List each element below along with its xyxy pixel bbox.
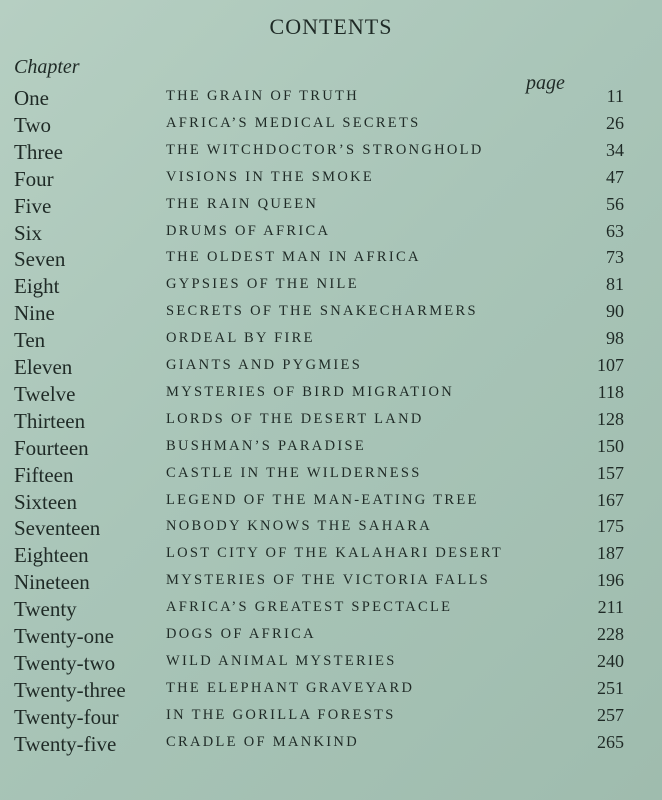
toc-entry — [0, 221, 662, 247]
page-number: 251 — [597, 677, 624, 698]
page-number: 63 — [606, 220, 624, 241]
chapter-number: Four — [14, 166, 54, 191]
toc-entry — [0, 436, 662, 462]
page-number: 187 — [597, 543, 624, 564]
chapter-title: WILD ANIMAL MYSTERIES — [166, 652, 397, 669]
page-column-label: page — [526, 72, 565, 94]
chapter-number: Twelve — [14, 381, 76, 406]
chapter-number: Six — [14, 220, 43, 245]
toc-entry — [0, 355, 662, 381]
page-number: 107 — [597, 355, 624, 375]
page-number: 98 — [606, 328, 624, 349]
toc-entry — [0, 382, 662, 408]
page-number: 47 — [606, 166, 624, 187]
toc-entry — [0, 705, 662, 731]
chapter-title: AFRICA’S MEDICAL SECRETS — [166, 114, 421, 131]
chapter-title: VISIONS IN THE SMOKE — [166, 168, 375, 185]
chapter-title: MYSTERIES OF BIRD MIGRATION — [166, 383, 455, 400]
chapter-number: Fifteen — [14, 462, 74, 487]
toc-entry — [0, 140, 662, 166]
chapter-number: Twenty-one — [14, 624, 114, 648]
page-number: 26 — [606, 112, 624, 133]
chapter-title: NOBODY KNOWS THE SAHARA — [166, 518, 432, 535]
page-number: 81 — [606, 274, 624, 295]
chapter-number: Twenty-three — [14, 677, 126, 702]
toc-entry — [0, 732, 662, 758]
chapter-number: Two — [14, 112, 52, 137]
chapter-number: Twenty-four — [14, 704, 119, 729]
chapter-title: GIANTS AND PYGMIES — [166, 357, 363, 373]
toc-entry — [0, 516, 662, 542]
toc-entry — [0, 167, 662, 193]
toc-entry — [0, 490, 662, 516]
chapter-title: MYSTERIES OF THE VICTORIA FALLS — [166, 572, 491, 589]
chapter-title: CASTLE IN THE WILDERNESS — [166, 464, 422, 481]
chapter-title: ORDEAL BY FIRE — [166, 330, 315, 347]
chapter-title: BUSHMAN’S PARADISE — [166, 437, 367, 454]
page-number: 150 — [597, 435, 624, 456]
toc-entry — [0, 570, 662, 596]
toc-entry — [0, 543, 662, 569]
page-number: 211 — [597, 597, 624, 618]
chapter-number: Eleven — [14, 355, 73, 379]
chapter-number: Seven — [14, 247, 66, 272]
chapter-number: Thirteen — [14, 408, 86, 433]
page-number: 34 — [606, 139, 624, 160]
toc-entry — [0, 301, 662, 327]
page-number: 167 — [597, 489, 624, 510]
page-number: 265 — [597, 731, 624, 752]
toc-entry — [0, 113, 662, 139]
chapter-number: One — [14, 86, 49, 110]
page-number: 73 — [606, 247, 624, 268]
chapter-number: Eight — [14, 274, 60, 299]
chapter-title: SECRETS OF THE SNAKECHARMERS — [166, 303, 478, 320]
page-title: CONTENTS — [269, 14, 393, 39]
chapter-number: Three — [14, 139, 63, 164]
chapter-title: AFRICA’S GREATEST SPECTACLE — [166, 599, 453, 616]
chapter-title: GYPSIES OF THE NILE — [166, 276, 359, 293]
page-number: 257 — [597, 704, 624, 725]
chapter-number: Twenty — [14, 597, 77, 622]
toc-entry — [0, 463, 662, 489]
toc-entry — [0, 409, 662, 435]
chapter-title: THE WITCHDOCTOR’S STRONGHOLD — [166, 141, 484, 158]
page-number: 11 — [606, 86, 624, 106]
page-number: 175 — [597, 516, 624, 537]
chapter-title: DOGS OF AFRICA — [166, 626, 316, 642]
chapter-number: Eighteen — [14, 543, 89, 568]
toc-entry — [0, 194, 662, 220]
chapter-number: Twenty-two — [14, 650, 116, 675]
toc-entry — [0, 651, 662, 677]
toc-entry — [0, 597, 662, 623]
toc-entry — [0, 274, 662, 300]
page-number: 128 — [597, 408, 624, 429]
chapter-number: Seventeen — [14, 516, 101, 541]
chapter-title: LOST CITY OF THE KALAHARI DESERT — [166, 545, 504, 562]
page-number: 118 — [597, 381, 624, 402]
chapter-title: CRADLE OF MANKIND — [166, 733, 359, 750]
chapter-title: THE OLDEST MAN IN AFRICA — [166, 249, 421, 266]
chapter-title: THE ELEPHANT GRAVEYARD — [166, 679, 415, 696]
page-number: 90 — [606, 301, 624, 322]
chapter-number: Five — [14, 193, 52, 218]
toc-entry — [0, 86, 662, 112]
chapter-title: IN THE GORILLA FORESTS — [166, 706, 396, 723]
page-number: 56 — [606, 193, 624, 214]
chapter-number: Sixteen — [14, 489, 77, 514]
chapter-column-label: Chapter — [14, 56, 80, 78]
toc-entry — [0, 328, 662, 354]
page-number: 157 — [597, 462, 624, 483]
chapter-number: Nineteen — [14, 570, 90, 595]
toc-entry — [0, 624, 662, 650]
page-number: 240 — [597, 650, 624, 671]
chapter-title: LEGEND OF THE MAN-EATING TREE — [166, 491, 479, 508]
page-number: 196 — [597, 570, 624, 591]
chapter-number: Fourteen — [14, 435, 89, 460]
chapter-title: LORDS OF THE DESERT LAND — [166, 410, 424, 427]
chapter-title: THE GRAIN OF TRUTH — [166, 88, 359, 104]
chapter-number: Nine — [14, 301, 55, 326]
chapter-number: Twenty-five — [14, 731, 117, 756]
chapter-number: Ten — [14, 328, 46, 353]
chapter-title: THE RAIN QUEEN — [166, 195, 319, 212]
chapter-title: DRUMS OF AFRICA — [166, 222, 331, 239]
toc-entry — [0, 678, 662, 704]
page-number: 228 — [597, 624, 624, 644]
toc-entry — [0, 247, 662, 273]
